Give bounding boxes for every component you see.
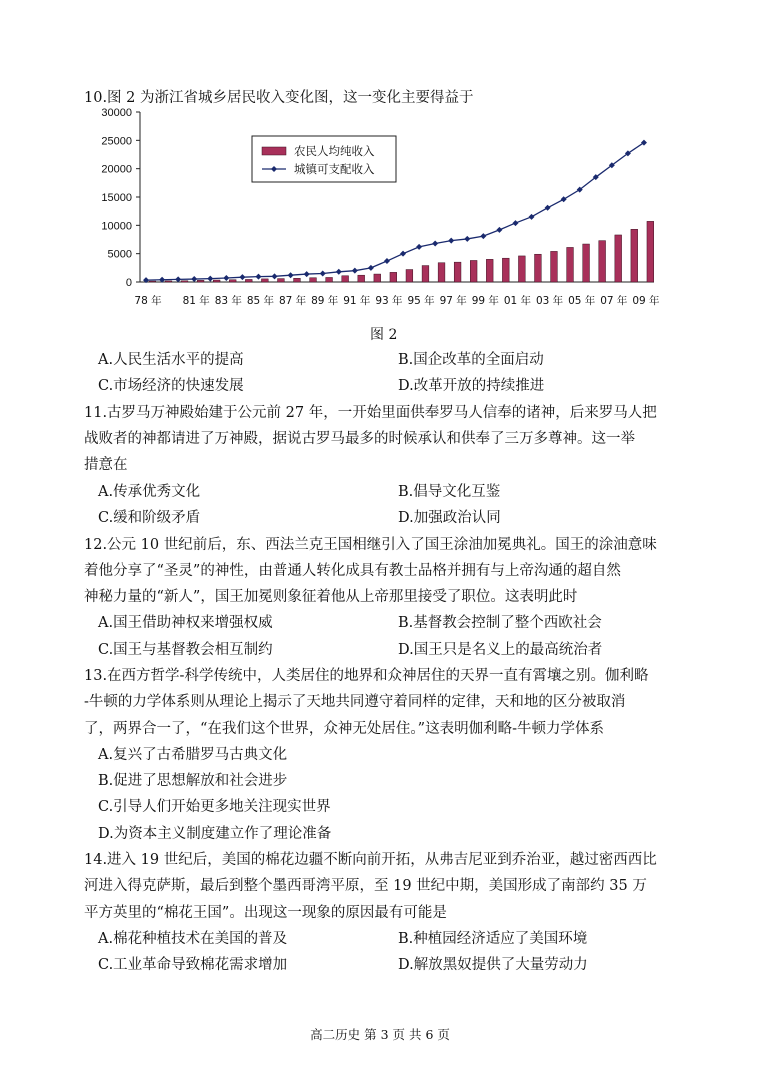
chart-series-point xyxy=(304,271,310,277)
chart-bar xyxy=(551,251,558,282)
q12-option-d[interactable]: D.国王只是名义上的最高统治者 xyxy=(398,642,603,658)
chart-y-tick-label: 0 xyxy=(125,277,132,289)
chart-y-tick-label: 15000 xyxy=(101,192,132,204)
chart-series-point xyxy=(336,269,342,275)
chart-x-tick-label: 89 年 xyxy=(311,295,339,307)
chart-y-tick-label: 25000 xyxy=(101,135,132,148)
chart-bar xyxy=(599,241,606,282)
q11-option-c[interactable]: C.缓和阶级矛盾 xyxy=(98,510,201,526)
legend-bar-swatch xyxy=(262,147,286,155)
chart-series-point xyxy=(175,276,181,282)
q11-stem-line-3: 措意在 xyxy=(84,457,128,473)
q10-option-b[interactable]: B.国企改革的全面启动 xyxy=(398,352,544,368)
q14-option-c[interactable]: C.工业革命导致棉花需求增加 xyxy=(98,957,288,973)
q13-stem-line-1: 13.在西方哲学-科学传统中，人类居住的地界和众神居住的天界一直有霄壤之别。伽利略 xyxy=(84,668,649,684)
chart-bar xyxy=(278,279,285,282)
chart-bar xyxy=(229,280,236,282)
q13-stem-line-2: -牛顿的力学体系则从理论上揭示了天地共同遵守着同样的定律，天和地的区分被取消 xyxy=(84,694,626,710)
chart-bar xyxy=(583,244,590,282)
chart-series-point xyxy=(512,220,518,226)
chart-series-point xyxy=(352,268,358,274)
chart-series-point xyxy=(207,276,213,282)
chart-bar xyxy=(213,280,220,282)
chart-bar xyxy=(149,281,156,282)
q12-stem-line-1: 12.公元 10 世纪前后，东、西法兰克王国相继引入了国王涂油加冕典礼。国王的涂油意味 xyxy=(84,537,657,553)
chart-x-tick-label: 07 年 xyxy=(600,295,628,307)
chart-series-point xyxy=(272,273,278,279)
chart-bar xyxy=(374,274,381,282)
q11-stem-line-1: 11.古罗马万神殿始建于公元前 27 年，一开始里面供奉罗马人信奉的诸神，后来罗马人把 xyxy=(84,405,657,421)
page-footer: 高二历史 第 3 页 共 6 页 xyxy=(310,1027,450,1042)
q11-option-a[interactable]: A.传承优秀文化 xyxy=(98,484,201,500)
chart-series-point xyxy=(448,238,454,244)
q14-option-b[interactable]: B.种植园经济适应了美国环境 xyxy=(398,931,588,947)
chart-y-tick-label: 30000 xyxy=(101,107,132,119)
q11-stem-line-2: 战败者的神都请进了万神殿，据说古罗马最多的时候承认和供奉了三万多尊神。这一举 xyxy=(84,431,635,447)
chart-bar xyxy=(165,281,172,282)
q10-option-d[interactable]: D.改革开放的持续推进 xyxy=(398,378,545,394)
chart-series-point xyxy=(545,205,551,211)
chart-bar xyxy=(294,278,301,282)
q12-stem-line-3: 神秘力量的“新人”，国王加冕则象征着他从上帝那里接受了职位。这表明此时 xyxy=(84,589,578,605)
q14-stem-line-3: 平方英里的“棉花王国”。出现这一现象的原因最有可能是 xyxy=(84,905,447,921)
chart-x-tick-label: 83 年 xyxy=(214,295,242,307)
chart-bar xyxy=(422,266,429,282)
chart-bar xyxy=(454,262,461,282)
legend-label-bar: 农民人均纯收入 xyxy=(294,144,375,158)
chart-x-tick-label: 09 年 xyxy=(632,295,660,307)
chart-series-point xyxy=(416,244,422,250)
chart-bar xyxy=(438,263,445,282)
chart-bar xyxy=(181,281,188,282)
chart-series-point xyxy=(400,251,406,257)
chart-bar xyxy=(406,270,413,282)
chart-bar xyxy=(567,247,574,282)
chart-bar xyxy=(326,277,333,282)
chart-series-point xyxy=(561,196,567,202)
chart-bars xyxy=(149,221,654,282)
chart-series-point xyxy=(529,214,535,220)
chart-y-ticks xyxy=(101,107,140,289)
q10-option-a[interactable]: A.人民生活水平的提高 xyxy=(98,352,244,368)
chart-x-tick-label: 93 年 xyxy=(375,295,403,307)
q10-figure-caption: 图 2 xyxy=(370,327,398,343)
q13-option-c[interactable]: C.引导人们开始更多地关注现实世界 xyxy=(98,799,331,815)
legend-label-line: 城镇可支配收入 xyxy=(294,162,375,176)
chart-bar xyxy=(502,258,509,282)
chart-y-tick-label: 10000 xyxy=(101,220,132,233)
q12-stem-line-2: 着他分享了“圣灵”的神性，由普通人转化成具有教士品格并拥有与上帝沟通的超自然 xyxy=(84,563,621,579)
chart-x-tick-label: 81 年 xyxy=(182,295,210,307)
chart-bar xyxy=(261,279,268,282)
chart-series-point xyxy=(239,274,245,280)
q14-option-a[interactable]: A.棉花种植技术在美国的普及 xyxy=(98,931,288,947)
q13-option-b[interactable]: B.促进了思想解放和社会进步 xyxy=(98,773,288,789)
chart-series-point xyxy=(496,227,502,233)
chart-x-tick-label: 05 年 xyxy=(568,295,596,307)
chart-x-tick-label: 87 年 xyxy=(278,295,307,307)
chart-bar xyxy=(390,272,397,282)
chart-series-point xyxy=(191,276,197,282)
q10-stem: 10.图 2 为浙江省城乡居民收入变化图，这一变化主要得益于 xyxy=(84,90,474,106)
chart-series-point xyxy=(288,272,294,278)
chart-series-point xyxy=(255,274,261,280)
chart-series-point xyxy=(480,233,486,239)
chart-series-point xyxy=(223,275,229,281)
income-chart xyxy=(92,106,662,322)
chart-x-tick-label: 97 年 xyxy=(439,295,467,307)
chart-x-tick-label: 95 年 xyxy=(407,295,435,307)
chart-x-tick-label: 03 年 xyxy=(535,295,564,307)
chart-bar xyxy=(631,229,638,282)
chart-bar xyxy=(245,279,252,282)
q12-option-a[interactable]: A.国王借助神权来增强权威 xyxy=(98,615,273,631)
chart-x-tick-label: 85 年 xyxy=(246,295,275,307)
q11-option-d[interactable]: D.加强政治认同 xyxy=(398,510,501,526)
chart-series-point xyxy=(320,271,326,277)
chart-x-tick-label: 99 年 xyxy=(471,295,499,307)
q14-stem-line-2: 河进入得克萨斯，最后到整个墨西哥湾平原，至 19 世纪中期，美国形成了南部约 35 万 xyxy=(84,878,647,894)
chart-series-point xyxy=(432,240,438,246)
chart-legend xyxy=(252,136,396,182)
chart-y-tick-label: 5000 xyxy=(107,248,132,261)
q13-stem-line-3: 了，两界合一了，“在我们这个世界，众神无处居住。”这表明伽利略-牛顿力学体系 xyxy=(84,721,604,737)
chart-series-point xyxy=(464,236,470,242)
chart-y-tick-label: 20000 xyxy=(101,163,132,176)
q13-option-a[interactable]: A.复兴了古希腊罗马古典文化 xyxy=(98,747,288,763)
q12-option-c[interactable]: C.国王与基督教会相互制约 xyxy=(98,642,273,658)
chart-bar xyxy=(615,235,622,282)
chart-bar xyxy=(470,260,477,282)
q13-option-d[interactable]: D.为资本主义制度建立作了理论准备 xyxy=(98,826,332,842)
chart-bar xyxy=(535,254,542,282)
chart-bar xyxy=(358,275,365,282)
chart-x-tick-label: 78 年 xyxy=(134,295,162,307)
chart-bar xyxy=(518,256,525,282)
q11-option-b[interactable]: B.倡导文化互鉴 xyxy=(398,484,501,500)
q14-option-d[interactable]: D.解放黑奴提供了大量劳动力 xyxy=(398,957,588,973)
chart-bar xyxy=(310,278,317,282)
chart-bar xyxy=(342,276,349,282)
chart-bar xyxy=(197,280,204,282)
chart-bar xyxy=(486,259,493,282)
q12-option-b[interactable]: B.基督教会控制了整个西欧社会 xyxy=(398,615,602,631)
q10-option-c[interactable]: C.市场经济的快速发展 xyxy=(98,378,244,394)
chart-x-tick-label: 01 年 xyxy=(503,295,532,307)
chart-series-point xyxy=(384,258,390,264)
chart-x-ticks xyxy=(134,294,660,307)
chart-x-tick-label: 91 年 xyxy=(343,295,371,307)
chart-series-point xyxy=(368,265,374,271)
q14-stem-line-1: 14.进入 19 世纪后，美国的棉花边疆不断向前开拓，从弗吉尼亚到乔治亚，越过密西西比 xyxy=(84,852,657,868)
chart-bar xyxy=(647,221,654,282)
